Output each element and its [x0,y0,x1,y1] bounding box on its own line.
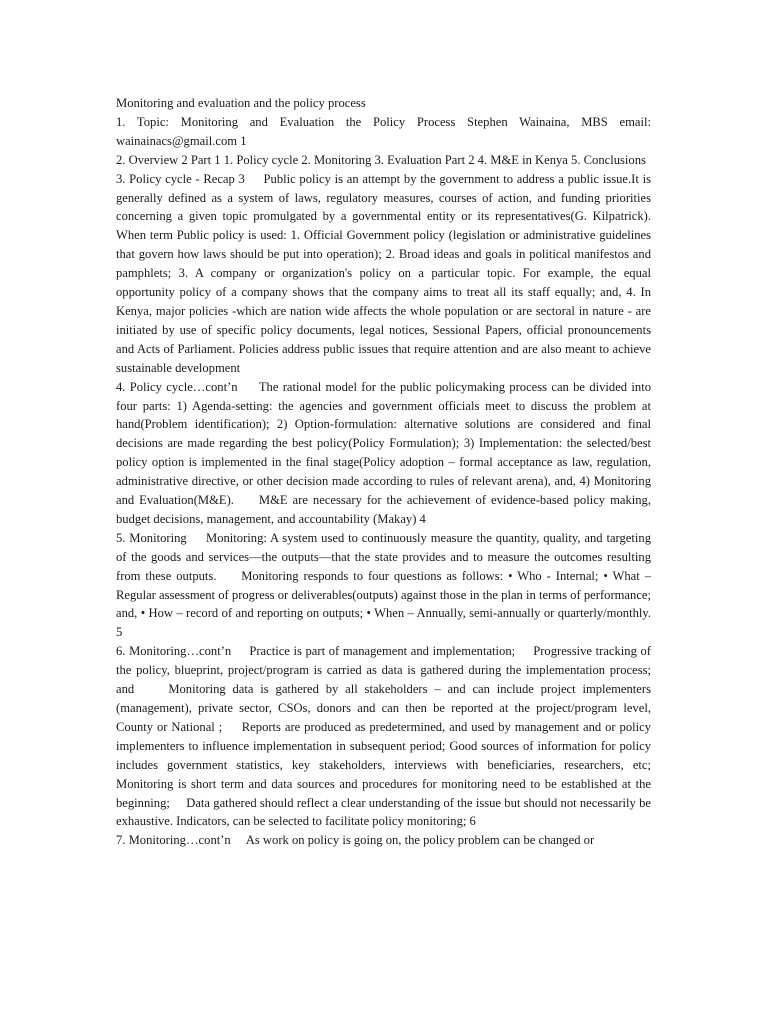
paragraph-monitoring-contd-2: 7. Monitoring…cont’n As work on policy is going on, the policy problem can be changed or [116,833,595,848]
document-title: Monitoring and evaluation and the policy process [116,96,366,110]
paragraph-topic: 1. Topic: Monitoring and Evaluation the Policy Process Stephen Wainaina, MBS email: wainainacs@gmail.com 1 [116,114,655,148]
paragraph-monitoring: 5. Monitoring Monitoring: A system used to continuously measure the quantity, quality, and targeting of the goods and services—the outputs—that the state provides and to measure the outcomes resulting from these outputs. Monitoring responds to four questions as follows: • Who - Internal; • What – Regular assessment of progress or deliverables(outputs) against those in the plan in terms of performance; and, • How – record of and reporting on outputs; • When – Annually, semi-annually or quarterly/monthly. 5 [116,530,655,640]
paragraph-policy-cycle-recap: 3. Policy cycle - Recap 3 Public policy is an attempt by the government to address a public issue.It is generally defined as a system of laws, regulatory measures, courses of action, and funding priorities concerning a given topic promulgated by a governmental entity or its representatives(G. Kilpatrick). When term Public policy is used: 1. Official Government policy (legislation or administrative guidelines that govern how laws should be put into operation); 2. Broad ideas and goals in political manifestos and pamphlets; 3. A company or organization's policy on a particular topic. For example, the equal opportunity policy of a company shows that the company aims to treat all its staff equally; and, 4. In Kenya, major policies -which are nation wide affects the whole population or are sectoral in nature - are initiated by use of specific policy documents, legal notices, Sessional Papers, official pronouncements and Acts of Parliament. Policies address public issues that require attention and are also meant to achieve sustainable development [116,171,667,375]
document-page [116,94,667,850]
paragraph-policy-cycle-contd: 4. Policy cycle…cont’n The rational model for the public policymaking process can be divided into four parts: 1) Agenda-setting: the agencies and government officials meet to discuss the problem at hand(Problem identification); 2) Option-formulation: alternative solutions are considered and final decisions are made regarding the best policy(Policy Formulation); 3) Implementation: the selected/best policy option is implemented in the final stage(Policy adoption – formal acceptance as law, regulation, administrative directive, or other decision made according to rules of relevant arena), and, 4) Monitoring and Evaluation(M&E). M&E are necessary for the achievement of evidence-based policy making, budget decisions, management, and accountability (Makay) 4 [116,379,655,526]
paragraph-monitoring-contd: 6. Monitoring…cont’n Practice is part of management and implementation; Progressive tracking of the policy, blueprint, project/program is carried as data is gathered during the implementation process; and Monitoring data is gathered by all stakeholders – and can include project implementers (management), private sector, CSOs, donors and can then be reported at the project/program level, County or National ; Reports are produced as predetermined, and used by management and or policy implementers to influence implementation in subsequent period; Good sources of information for policy includes government statistics, key stakeholders, interviews with beneficiaries, researchers, etc; Monitoring is short term and data sources and procedures for monitoring need to be established at the beginning; Data gathered should reflect a clear understanding of the issue but should not necessarily be exhaustive. Indicators, can be selected to facilitate policy monitoring; 6 [116,644,667,829]
paragraph-overview: 2. Overview 2 Part 1 1. Policy cycle 2. Monitoring 3. Evaluation Part 2 4. M&E in Kenya 5. Conclusions [116,152,646,167]
